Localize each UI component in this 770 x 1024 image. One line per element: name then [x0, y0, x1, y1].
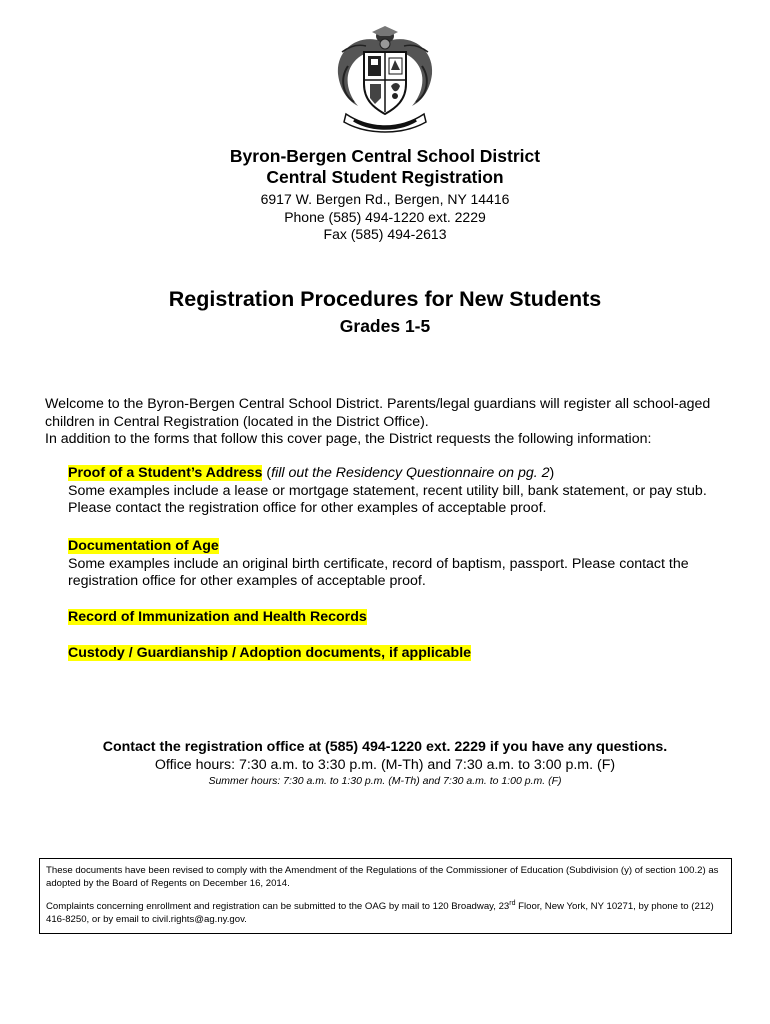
complaints-text-b: Floor, New York, NY 10271, by phone to (212) 416-8250, or by email to civil.rights@ag.ny.gov. [46, 901, 714, 925]
requirement-address-note: fill out the Residency Questionnaire on pg. 2 [271, 465, 550, 481]
contact-line: Contact the registration office at (585) 494-1220 ext. 2229 if you have any questions. [102, 739, 668, 755]
requirement-immunization [68, 609, 728, 627]
requirement-custody [68, 645, 728, 663]
requirement-address [68, 465, 728, 518]
summer-hours: Summer hours: 7:30 a.m. to 1:30 p.m. (M-Th) and 7:30 a.m. to 1:00 p.m. (F) [208, 775, 562, 787]
requirement-immunization-heading: Record of Immunization and Health Records [68, 609, 367, 625]
requirement-age-heading: Documentation of Age [68, 538, 219, 554]
intro-paragraph [45, 396, 735, 449]
requirement-custody-heading: Custody / Guardianship / Adoption documents, if applicable [68, 645, 472, 661]
fax-number: Fax (585) 494-2613 [323, 226, 447, 242]
street-address: 6917 W. Bergen Rd., Bergen, NY 14416 [260, 191, 510, 207]
complaints-ordinal: rd [509, 899, 516, 907]
intro-welcome: Welcome to the Byron-Bergen Central School District. Parents/legal guardians will register all school-aged children in Central Registration (located in the District Office). [45, 396, 711, 430]
phone-number: Phone (585) 494-1220 ext. 2229 [284, 208, 486, 225]
requirement-address-heading: Proof of a Student’s Address [68, 465, 263, 481]
requirement-address-note-open: ( [262, 465, 272, 481]
district-header [0, 146, 770, 188]
contact-address-block [0, 191, 770, 244]
office-hours: Office hours: 7:30 a.m. to 3:30 p.m. (M-Th) and 7:30 a.m. to 3:00 p.m. (F) [154, 757, 616, 773]
requirement-age-detail: Some examples include an original birth certificate, record of baptism, passport. Please contact the registration office for other examples of acceptable proof. [68, 555, 689, 589]
office-name: Central Student Registration [266, 167, 504, 187]
document-title: Registration Procedures for New Students [168, 287, 602, 311]
requirement-age [68, 538, 728, 591]
revision-notice: These documents have been revised to comply with the Amendment of the Regulations of the Commissioner of Education (Subdivision (y) of section 100.2) as adopted by the Board of Regents on December 16, 2014. [46, 865, 719, 889]
legal-notice-box [39, 858, 732, 934]
district-crest-logo [328, 22, 442, 134]
grades-subtitle: Grades 1-5 [339, 316, 431, 336]
district-name: Byron-Bergen Central School District [229, 146, 541, 166]
requirement-address-note-close: ) [549, 465, 555, 481]
complaints-text-a: Complaints concerning enrollment and registration can be submitted to the OAG by mail to 120 Broadway, 23 [46, 901, 510, 912]
intro-request: In addition to the forms that follow this cover page, the District requests the following information: [45, 431, 652, 447]
complaints-notice [46, 900, 725, 926]
requirement-address-detail: Some examples include a lease or mortgage statement, recent utility bill, bank statement, or pay stub. Please contact the registration office for other examples of acceptable proof. [68, 482, 707, 516]
